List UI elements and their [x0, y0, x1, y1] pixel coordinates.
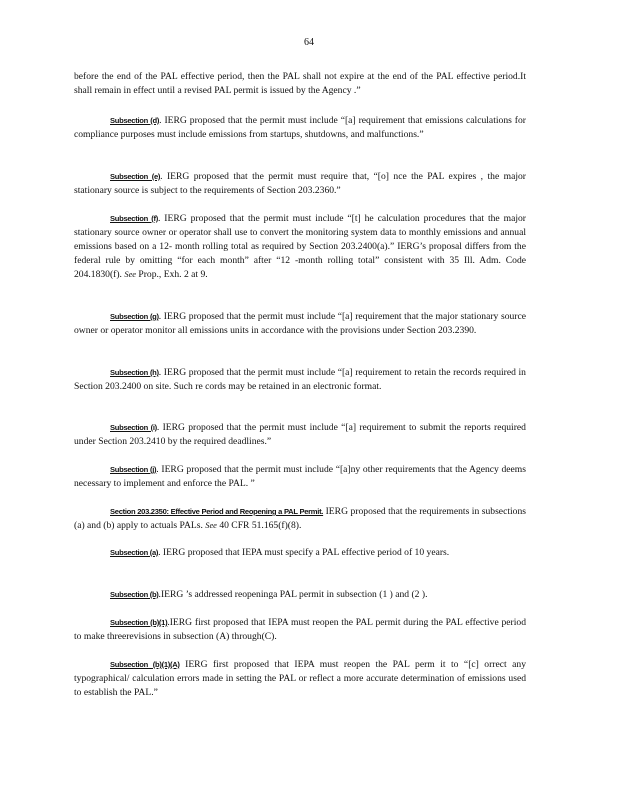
paragraph-subsection-j — [74, 463, 526, 491]
paragraph-text: . IERG proposed that the permit must include “[a] requirement to submit the reports required under Section 203.2410 by the required deadlines.” — [74, 422, 526, 447]
paragraph-text: .IERG ’s addressed reopeninga PAL permit in subsection (1 ) and (2 ). — [158, 589, 428, 600]
paragraph-subsection-e — [74, 170, 526, 198]
paragraph-text: . IERG proposed that the permit must include “[a]ny other requirements that the Agency deems necessary to implement and enforce the PAL. ” — [74, 464, 526, 489]
subsection-heading: Subsection (j) — [110, 465, 157, 474]
section-heading: Section 203.2350: Effective Period and Reopening a PAL Permit. — [110, 507, 324, 516]
citation-text: Prop., Exh. 2 at 9. — [138, 268, 208, 280]
subsection-heading: Subsection (b)(1) — [110, 618, 168, 627]
paragraph-text: IERG proposed that the requirements in subsections (a) and (b) apply to actuals PALs. — [74, 506, 526, 531]
paragraph-text: IERG first proposed that IEPA must reopen the PAL perm it to “[c] orrect any typographical/ calculation errors made in setting the PAL or reflect a more accurate determination of emissions used to establish the PAL.” — [74, 659, 527, 698]
subsection-heading: Subsection (e) — [110, 172, 161, 181]
paragraph-text: . IERG proposed that the permit must include “[a] requirement to retain the records required in Section 203.2400 on site. Such re cords may be retained in an electronic format. — [74, 367, 526, 392]
paragraph-text: .IERG first proposed that IEPA must reopen the PAL permit during the PAL effective period to make threerevisions in subsection (A) through(C). — [74, 617, 526, 642]
paragraph-text: . IERG proposed that the permit must include “[t] he calculation procedures that the major stationary source owner or operator shall use to convert the monitoring system data to monthly emissions and annual emissions based on a 12- month rolling total as required by Section 203.2400(a).” IERG’s proposal differs from the federal rule by omitting “for each month” after “12 -month rolling total” consistent with 35 Ill. Adm. Code 204.1830(f). — [74, 213, 526, 280]
subsection-heading: Subsection (b) — [110, 590, 159, 599]
subsection-heading: Subsection (h) — [110, 368, 159, 377]
paragraph-text: . IERG proposed that the permit must include “[a] requirement that emissions calculations for compliance purposes must include emissions from startups, shutdowns, and malfunctions.” — [74, 115, 526, 140]
subsection-heading: Subsection (a) — [110, 548, 159, 557]
paragraph-subsection-a — [74, 546, 526, 560]
paragraph-subsection-h — [74, 366, 526, 394]
paragraph-text: . IERG proposed that the permit must include “[a] requirement that the major stationary source owner or operator monitor all emissions units in accordance with the provisions under Section 203.2390. — [74, 311, 526, 336]
paragraph-subsection-b-1 — [74, 616, 526, 644]
page-number: 64 — [304, 37, 314, 48]
subsection-heading: Subsection (f) — [110, 214, 158, 223]
paragraph-continuation — [74, 70, 526, 98]
subsection-heading: Subsection (d) — [110, 116, 160, 125]
paragraph-text: . IERG proposed that IEPA must specify a PAL effective period of 10 years. — [158, 547, 450, 558]
subsection-heading: Subsection (g) — [110, 312, 159, 321]
citation-text: 40 CFR 51.165(f)(8). — [219, 519, 302, 531]
paragraph-text: . IERG proposed that the permit must require that, “[o] nce the PAL expires , the major stationary source is subject to the requirements of Section 203.2360.” — [74, 171, 526, 196]
subsection-heading: Subsection (i) — [110, 423, 157, 432]
paragraph-subsection-b — [74, 588, 526, 602]
paragraph-subsection-i — [74, 421, 526, 449]
subsection-heading: Subsection (b)(1)(A) — [110, 660, 180, 669]
see-signal: See — [124, 269, 136, 279]
paragraph-subsection-b-1-a — [74, 658, 526, 700]
see-signal: See — [205, 520, 217, 530]
paragraph-subsection-g — [74, 310, 526, 338]
paragraph-subsection-f — [74, 212, 526, 282]
paragraph-subsection-d — [74, 114, 526, 142]
paragraph-section-203-2350 — [74, 505, 526, 533]
paragraph-text: before the end of the PAL effective period, then the PAL shall not expire at the end of the PAL effective period.It shall remain in effect until a revised PAL permit is issued by the Agency .” — [74, 71, 526, 96]
